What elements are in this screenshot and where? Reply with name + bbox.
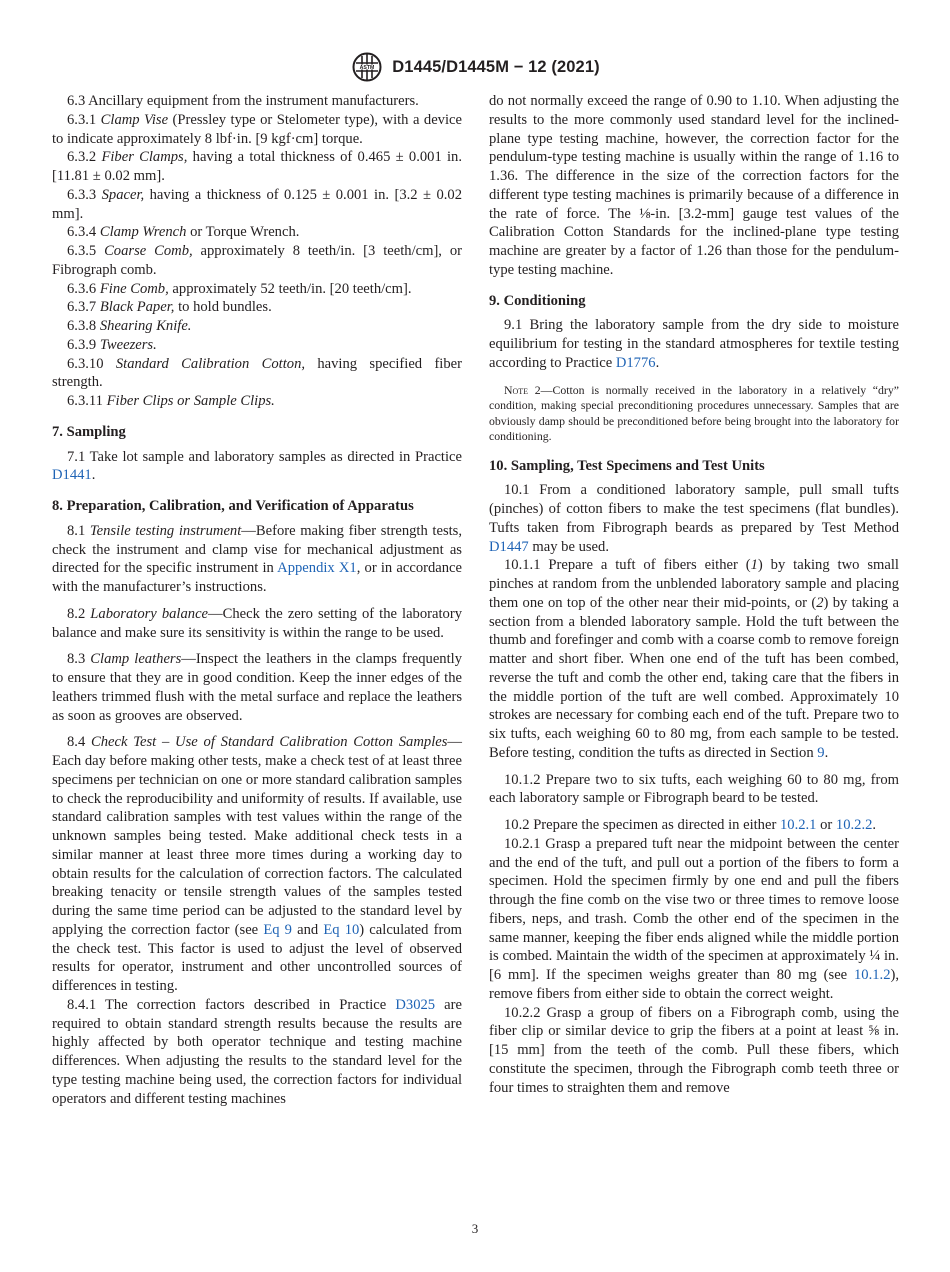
astm-logo-icon	[350, 52, 384, 82]
section-6-3-3: 6.3.3 Spacer, having a thickness of 0.125 ± 0.001 in. [3.2 ± 0.02 mm].	[52, 186, 462, 222]
section-10-1-2: 10.1.2 Prepare two to six tufts, each weighing 60 to 80 mg, from each laboratory sample or Fibrograph beard to be tested.	[489, 771, 899, 807]
section-10-1: 10.1 From a conditioned laboratory sample, pull small tufts (pinches) of cotton fibers to make the test specimens (flat bundles). Tufts taken from Fibrograph beards as prepared by Test Method D1447 may be used.	[489, 482, 899, 555]
svg-text:ASTM: ASTM	[359, 65, 375, 71]
link-section-9[interactable]: 9	[817, 744, 825, 761]
link-10-1-2[interactable]: 10.1.2	[854, 967, 891, 983]
section-10-2-1: 10.2.1 Grasp a prepared tuft near the midpoint between the center and the end of the tuft, and pull out a portion of the fibers to form a specimen. Hold the specimen firmly by one end and pull the fibers through the fine comb on the vise two or three times to remove loose fibers, neps, and trash. Comb the other end of the specimen in the same manner, keeping the fiber ends aligned while the middle portion is combed. Maintain the width of the specimen at approximately ¼ in. [6 mm]. If the specimen weighs greater than 80 mg (see 10.1.2), remove fibers from either side to obtain the correct weight.	[489, 835, 899, 1002]
section-6-3-10: 6.3.10 Standard Calibration Cotton, having specified fiber strength.	[52, 355, 462, 391]
section-8-4-1-continued: do not normally exceed the range of 0.90 to 1.10. When adjusting the results to the more commonly used standard level for the inclined-plane type testing machine, however, the correction factor for the pendulum-type testing machine is usually within the range of 1.16 to 1.36. The difference in the size of the correction factors for the different type testing machines is primarily because of a difference in the rate of force. The ⅛-in. [3.2-mm] gauge test values of the Calibration Cotton Standards for the inclined-plane type testing machine are greater by a factor of 1.26 than those for the pendulum-type testing machine.	[489, 93, 899, 278]
heading-preparation: 8. Preparation, Calibration, and Verification of Apparatus	[52, 498, 414, 514]
section-7-1: 7.1 Take lot sample and laboratory samples as directed in Practice D1441.	[52, 448, 462, 484]
section-8-3: 8.3 Clamp leathers—Inspect the leathers in the clamps frequently to ensure that they are in good condition. Keep the inner edges of the leathers trimmed flush with the metal surface and replace the leathers as soon as grooves are observed.	[52, 651, 463, 724]
section-6-3-5: 6.3.5 Coarse Comb, approximately 8 teeth/in. [3 teeth/cm], or Fibrograph comb.	[52, 243, 462, 278]
section-10-1-1: 10.1.1 Prepare a tuft of fibers either (1) by taking two small pinches at random from the unblended laboratory sample and placing them one on top of the other near their mid-points, or (2) by taking a section from a blended laboratory sample. Hold the tuft between the thumb and forefinger and comb with a coarse comb to remove foreign matter and short fiber. When one end of the tuft has been combed, reverse the tuft and comb the other end, taking care that the fibers in the middle portion of the tuft are well combed. Approximately 10 strokes are necessary for combing each end of the tuft. Prepare two to six tufts, each weighing 60 to 80 mg, from each sample to be tested. Before testing, condition the tufts as directed in Section 9.	[489, 557, 899, 761]
section-8-2: 8.2 Laboratory balance—Check the zero setting of the laboratory balance and make sure its sensitivity is within the range to be used.	[52, 605, 462, 641]
section-6-3-1: 6.3.1 Clamp Vise (Pressley type or Stelometer type), with a device to indicate approximately 8 lbf·in. [9 kgf·cm] torque.	[52, 111, 462, 147]
heading-sampling: 7. Sampling	[52, 423, 126, 440]
section-6-3-2: 6.3.2 Fiber Clamps, having a total thickness of 0.465 ± 0.001 in. [11.81 ± 0.02 mm].	[52, 149, 462, 184]
link-10-2-1[interactable]: 10.2.1	[779, 817, 817, 833]
heading-sampling-test-specimens: 10. Sampling, Test Specimens and Test Units	[489, 457, 765, 474]
section-8-1: 8.1 Tensile testing instrument—Before making fiber strength tests, check the instrument and clamp vise for mechanical adjustment as directed for the specific instrument in Appendix X1, or in accordance with the manufacturer’s instructions.	[52, 522, 462, 595]
link-eq-9[interactable]: Eq 9	[263, 921, 292, 938]
link-10-2-2[interactable]: 10.2.2	[835, 817, 873, 833]
link-d1776[interactable]: D1776	[615, 354, 656, 371]
section-6-3: 6.3 Ancillary equipment from the instrument manufacturers.	[67, 93, 419, 109]
section-6-3-7: 6.3.7 Black Paper, to hold bundles.	[67, 299, 272, 316]
section-10-2-2: 10.2.2 Grasp a group of fibers on a Fibrograph comb, using the fiber clip or similar device to grip the fibers at a point at least ⅝ in. [15 mm] from the teeth of the comb. Pull these fibers, which constitute the specimen, through the Fibrograph comb teeth three or four times to straighten them and remove	[489, 1004, 899, 1096]
section-8-4: 8.4 Check Test – Use of Standard Calibration Cotton Samples—Each day before making other tests, make a check test of at least three specimens per technician on one or more standard calibration samples to check the reproducibility and uniformity of results. If available, use standard calibration samples with test values within the range of the unknown samples being tested. Make additional check tests in a similar manner at least three more times during a working day to obtain results for the calculation of correction factors. The calculated breaking tenacity or tensile strength values of the samples tested during the same time period can be adjusted to the standard level by applying the correction factor (see Eq 9 and Eq 10) calculated from the check test. This factor is used to adjust the level of observed results for operator, instrument and other uncontrolled sources of differences in testing.	[52, 734, 463, 994]
heading-conditioning: 9. Conditioning	[489, 292, 586, 309]
section-8-4-1: 8.4.1 The correction factors described in Practice D3025 are required to obtain standard strength results because the results are highly affected by both operator technique and testing machine differences. When adjusting the results to the standard level for the type testing machine being used, the correction factors for individual operators and different testing machines	[52, 996, 462, 1107]
section-6-3-4: 6.3.4 Clamp Wrench or Torque Wrench.	[67, 224, 300, 241]
section-10-2: 10.2 Prepare the specimen as directed in either 10.2.1 or 10.2.2.	[504, 817, 877, 833]
right-column	[489, 92, 899, 1097]
document-title: D1445/D1445M − 12 (2021)	[392, 57, 600, 76]
left-column	[52, 92, 462, 1108]
link-d3025[interactable]: D3025	[395, 996, 436, 1013]
link-d1447[interactable]: D1447	[489, 538, 529, 555]
section-6-3-6: 6.3.6 Fine Comb, approximately 52 teeth/in. [20 teeth/cm].	[67, 280, 412, 297]
link-appendix-x1[interactable]: Appendix X1	[277, 560, 357, 577]
page-number: 3	[471, 1221, 479, 1236]
section-9-1: 9.1 Bring the laboratory sample from the dry side to moisture equilibrium for testing in the standard atmospheres for textile testing according to Practice D1776.	[489, 317, 899, 371]
section-6-3-11: 6.3.11 Fiber Clips or Sample Clips.	[67, 393, 275, 409]
section-6-3-8: 6.3.8 Shearing Knife.	[67, 318, 192, 334]
link-eq-10[interactable]: Eq 10	[323, 921, 360, 938]
page-header	[0, 52, 950, 82]
note-2: Note 2—Cotton is normally received in the laboratory in a relatively “dry” condition, making special preconditioning procedures unnecessary. Samples that are obviously damp should be preconditioned before being brought into the laboratory for conditioning.	[489, 382, 899, 443]
section-6-3-9: 6.3.9 Tweezers.	[67, 336, 157, 353]
link-d1441[interactable]: D1441	[52, 467, 92, 484]
